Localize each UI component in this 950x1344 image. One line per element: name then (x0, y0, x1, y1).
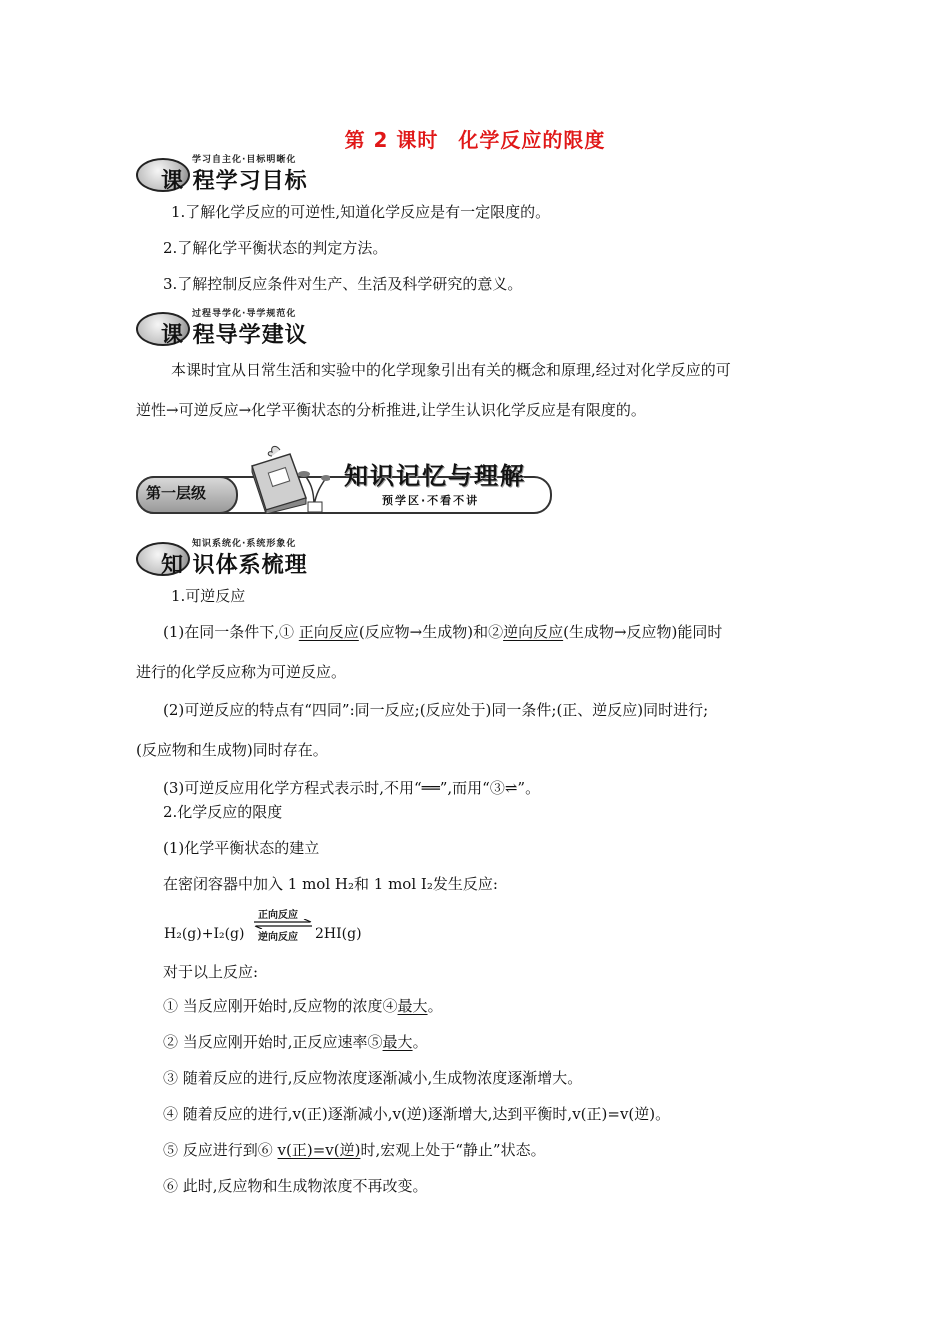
text-span: 。 (412, 1033, 428, 1051)
answer-blank: v(正)=v(逆) (277, 1141, 361, 1159)
text-span: (反应物→生成物)和② (358, 623, 504, 641)
paragraph-line: 在密闭容器中加入 1 mol H₂和 1 mol I₂发生反应: (163, 875, 498, 893)
paragraph-line: 对于以上反应: (163, 963, 259, 981)
text-span: ⑤ 反应进行到⑥ (163, 1141, 278, 1159)
goal-item: 1.了解化学反应的可逆性,知道化学反应是有一定限度的。 (171, 203, 551, 221)
level-banner (136, 440, 556, 530)
section-title: 知 识体系梳理 (161, 553, 308, 578)
section-subtitle: 过程导学化·导学规范化 (192, 309, 297, 319)
list-item: ④ 随着反应的进行,v(正)逐渐减小,v(逆)逐渐增大,达到平衡时,v(正)=v(逆)。 (163, 1105, 671, 1123)
paragraph-line: (2)可逆反应的特点有“四同”:同一反应;(反应处于)同一条件;(正、逆反应)同时进行; (163, 701, 709, 719)
book-plant-icon (244, 444, 330, 514)
list-item (163, 996, 443, 1016)
section-title: 课 程导学建议 (161, 323, 308, 348)
text-span: 时,宏观上处于“静止”状态。 (360, 1141, 546, 1159)
section-subtitle: 学习自主化·目标明晰化 (192, 155, 297, 165)
banner-title: 知识记忆与理解 (344, 462, 526, 490)
list-item (163, 1140, 546, 1160)
lesson-title: 化学反应的限度 (458, 128, 606, 152)
text-span: (1)在同一条件下,① (163, 623, 299, 641)
section-header-advice (136, 306, 336, 348)
banner-subtitle: 预学区·不看不讲 (382, 494, 480, 507)
lesson-number: 第 2 课时 (344, 128, 439, 152)
answer-blank: 最大 (382, 1033, 413, 1051)
list-item: ③ 随着反应的进行,反应物浓度逐渐减小,生成物浓度逐渐增大。 (163, 1069, 583, 1087)
forward-label: 正向反应 (258, 910, 298, 921)
list-item (163, 1032, 428, 1052)
answer-blank: 最大 (397, 997, 428, 1015)
section-title: 课 程学习目标 (161, 169, 308, 194)
level-label: 第一层级 (146, 484, 207, 502)
paragraph-line (163, 622, 722, 642)
section-header-goals (136, 152, 336, 194)
advice-paragraph-line: 本课时宜从日常生活和实验中的化学现象引出有关的概念和原理,经过对化学反应的可 (171, 361, 731, 379)
reaction-equation (164, 906, 424, 946)
answer-forward: 正向反应 (298, 623, 359, 641)
section-subtitle: 知识系统化·系统形象化 (192, 539, 297, 549)
heading-reversible-reaction: 1.可逆反应 (171, 587, 246, 605)
goal-item: 3.了解控制反应条件对生产、生活及科学研究的意义。 (163, 275, 523, 293)
reverse-label: 逆向反应 (258, 932, 298, 943)
advice-paragraph-line: 逆性→可逆反应→化学平衡状态的分析推进,让学生认识化学反应是有限度的。 (136, 401, 646, 419)
goal-item: 2.了解化学平衡状态的判定方法。 (163, 239, 388, 257)
list-item: ⑥ 此时,反应物和生成物浓度不再改变。 (163, 1177, 428, 1195)
text-span: ① 当反应刚开始时,反应物的浓度④ (163, 997, 398, 1015)
paragraph-line: 进行的化学反应称为可逆反应。 (136, 663, 347, 681)
text-span: ② 当反应刚开始时,正反应速率⑤ (163, 1033, 383, 1051)
paragraph-line: (3)可逆反应用化学方程式表示时,不用“══”,而用“③⇌”。 (163, 779, 541, 797)
page-title (0, 124, 950, 153)
answer-reverse: 逆向反应 (503, 623, 564, 641)
section-header-knowledge (136, 536, 336, 578)
text-span: (生成物→反应物)能同时 (563, 623, 723, 641)
paragraph-line: (反应物和生成物)同时存在。 (136, 741, 328, 759)
heading-reaction-limit: 2.化学反应的限度 (163, 803, 283, 821)
paragraph-line: (1)化学平衡状态的建立 (163, 839, 320, 857)
reactants: H₂(g)+I₂(g) (164, 926, 245, 942)
products: 2HI(g) (315, 926, 362, 942)
text-span: 。 (427, 997, 443, 1015)
